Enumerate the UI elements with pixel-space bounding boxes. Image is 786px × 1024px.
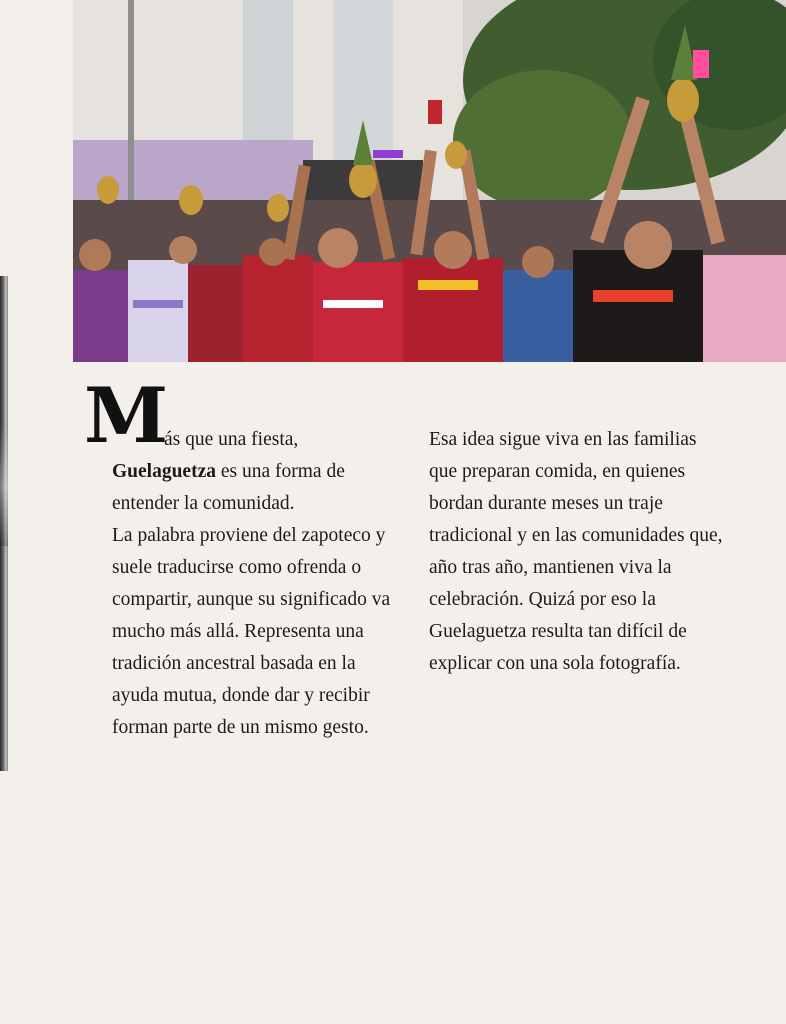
hero-photo xyxy=(73,0,786,362)
right-column xyxy=(429,424,729,680)
previous-photo-edge xyxy=(0,276,8,771)
paragraph-origin: La palabra proviene del zapoteco y suele traducirse como ofrenda o compartir, aunque su significado va mucho más allá. Representa una tradición ancestral basada en la ayuda mutua, donde dar y recibir forman parte de un mismo gesto. xyxy=(112,525,391,738)
paragraph-intro xyxy=(112,424,404,520)
paragraph-closing: Esa idea sigue viva en las familias que preparan comida, en quienes bordan durante meses un traje tradicional y en las comunidades que, año tras año, mantienen viva la celebración. Quizá por eso la Guelaguetza resulta tan difícil de explicar con una sola fotografía. xyxy=(429,429,723,674)
first-line-text: ás que una fiesta, xyxy=(164,429,299,450)
intro-rest: es una forma de entender la comunidad. xyxy=(112,461,345,514)
guelaguetza-term: Guelaguetza xyxy=(112,461,216,482)
left-column xyxy=(112,424,404,744)
drop-cap: M xyxy=(84,371,169,460)
